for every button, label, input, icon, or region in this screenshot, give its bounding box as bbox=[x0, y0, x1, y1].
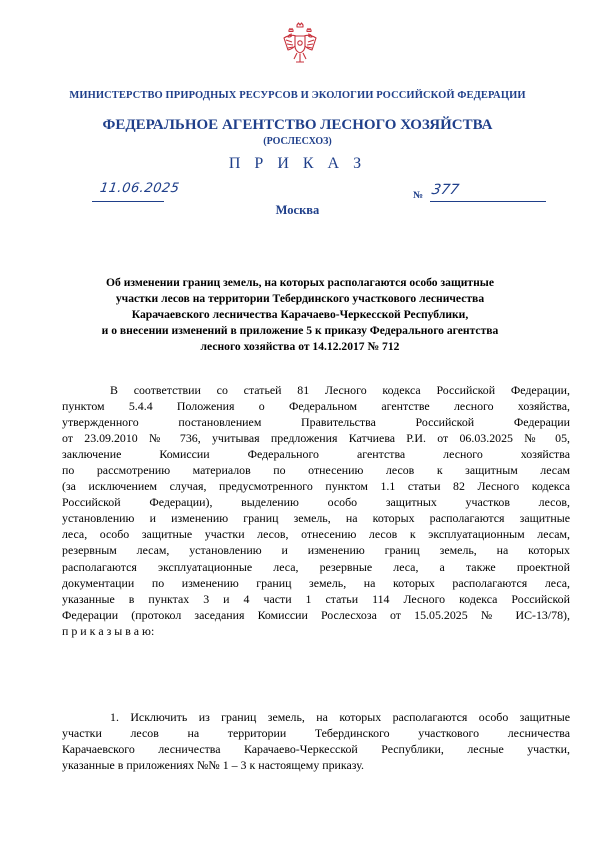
text-line: по рассмотрению материалов по отнесению лесов к защитным лесам bbox=[62, 463, 570, 478]
document-type: П Р И К А З bbox=[228, 155, 367, 172]
text-line: установлению и изменению границ земель, на которых располагаются защитные bbox=[62, 511, 570, 526]
text-line: Карачаевского лесничества Карачаево-Черкесской Республики, лесные участки, bbox=[62, 742, 570, 757]
text-line: заключение Комиссии Федерального агентства лесного хозяйства bbox=[62, 447, 570, 462]
date-field bbox=[92, 181, 181, 202]
text-line: Федерации (протокол заседания Комиссии Рослесхоза от 15.05.2025 № ИС-13/78), bbox=[62, 607, 570, 622]
order-title-line: лесного хозяйства от 14.12.2017 № 712 bbox=[200, 340, 400, 353]
order-title-line: и о внесении изменений в приложение 5 к приказу Федерального агентства bbox=[101, 324, 499, 337]
text-line: 1. Исключить из границ земель, на которых располагаются особо защитные bbox=[110, 710, 570, 724]
agency-abbreviation: (РОСЛЕСХОЗ) bbox=[263, 136, 332, 147]
text-line: располагаются эксплуатационные леса, резервные леса, а также проектной bbox=[62, 559, 570, 574]
agency-name: ФЕДЕРАЛЬНОЕ АГЕНТСТВО ЛЕСНОГО ХОЗЯЙСТВА bbox=[102, 117, 493, 133]
preamble-paragraph bbox=[62, 382, 570, 639]
text-line: участки лесов на территории Тебердинского участкового лесничества bbox=[62, 726, 570, 741]
text-line: В соответствии со статьей 81 Лесного кодекса Российской Федерации, bbox=[110, 383, 570, 397]
ministry-name: МИНИСТЕРСТВО ПРИРОДНЫХ РЕСУРСОВ И ЭКОЛОГИИ РОССИЙСКОЙ ФЕДЕРАЦИИ bbox=[69, 90, 526, 101]
text-line: п р и к а з ы в а ю: bbox=[62, 623, 155, 638]
text-line: леса, особо защитные участки лесов, отнесению лесов к эксплуатационным лесам, bbox=[62, 527, 570, 542]
city-name: Москва bbox=[275, 203, 320, 217]
text-line: резервным лесам, установлению и изменению границ земель, на которых bbox=[62, 543, 570, 558]
text-line: указанные в пунктах 3 и 4 части 1 статьи 114 Лесного кодекса Российской bbox=[62, 591, 570, 606]
clause-1-paragraph bbox=[62, 709, 570, 773]
number-field bbox=[430, 184, 546, 202]
number-label: № bbox=[413, 190, 424, 201]
text-line: Российской Федерации), выделению особо защитных участков лесов, bbox=[62, 495, 570, 510]
text-line: (за исключением случая, предусмотренного пунктом 1.1 статьи 82 Лесного кодекса bbox=[62, 479, 570, 494]
order-title bbox=[60, 275, 540, 355]
order-title-line: Об изменении границ земель, на которых располагаются особо защитные bbox=[105, 276, 495, 289]
handwritten-number: 377 bbox=[430, 182, 461, 198]
text-line: утвержденного постановлением Правительства Российской Федерации bbox=[62, 415, 570, 430]
text-line: от 23.09.2010 № 736, учитывая предложения Катчиева Р.И. от 06.03.2025 № 05, bbox=[62, 431, 570, 446]
text-line: пунктом 5.4.4 Положения о Федеральном агентстве лесного хозяйства, bbox=[62, 399, 570, 414]
coat-of-arms-icon bbox=[282, 22, 318, 66]
order-title-line: участки лесов на территории Тебердинского участкового лесничества bbox=[115, 292, 485, 305]
text-line: указанные в приложениях №№ 1 – 3 к настоящему приказу. bbox=[62, 758, 364, 773]
order-title-line: Карачаевского лесничества Карачаево-Черкесской Республики, bbox=[131, 308, 469, 321]
text-line: документации по изменению границ земель, на которых располагаются леса, bbox=[62, 575, 570, 590]
handwritten-date: 11.06.2025 bbox=[98, 181, 181, 196]
